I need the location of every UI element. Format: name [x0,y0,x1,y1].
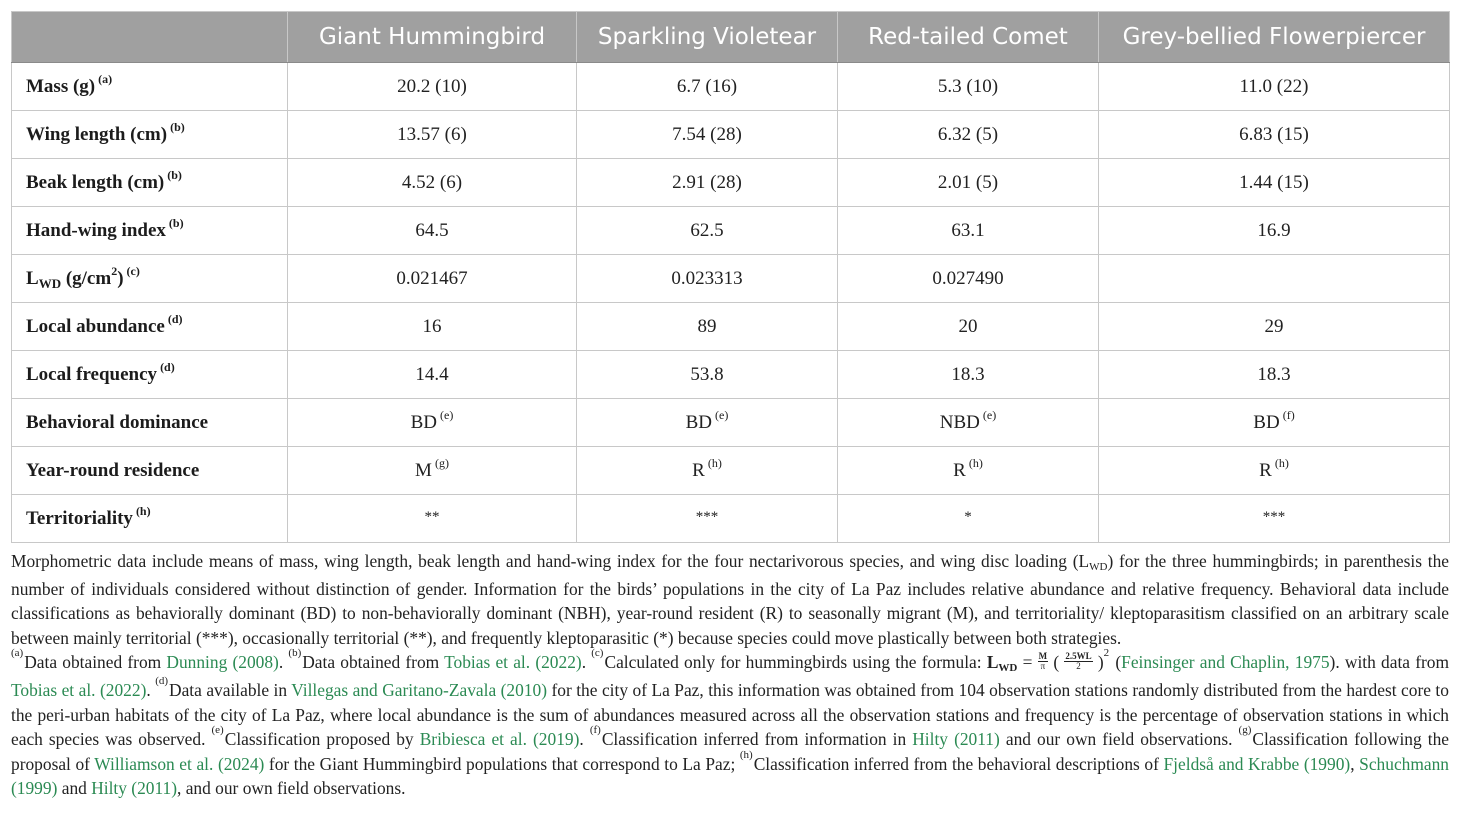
table-cell: 64.5 [288,207,577,255]
table-cell: *** [1099,495,1450,543]
table-cell: *** [577,495,838,543]
table-cell: 0.027490 [838,255,1099,303]
ref-link[interactable]: Fjeldså and Krabbe (1990) [1163,753,1351,774]
row-label: Behavioral dominance [12,399,288,447]
table-cell: 18.3 [1099,351,1450,399]
row-label: Hand-wing index $^{(b)}$ [12,207,288,255]
table-cell: 29 [1099,303,1450,351]
header-empty [12,12,288,63]
table-cell: ** [288,495,577,543]
ref-link[interactable]: Hilty (2011) [91,778,178,799]
table-row [12,495,1450,543]
table-cell: 20 [838,303,1099,351]
header-grey-bellied-flowerpiercer: Grey-bellied Flowerpiercer [1099,12,1450,63]
table-cell: 16.9 [1099,207,1450,255]
ref-link[interactable]: Dunning (2008) [166,652,279,673]
table-cell: 14.4 [288,351,577,399]
table-cell: R $^{(h)}$ [1099,447,1450,495]
table-row [12,351,1450,399]
row-label: Beak length (cm) $^{(b)}$ [12,159,288,207]
row-label: $L_{WD}$ $(g/cm^2)$ $^{(c)}$ [12,255,288,303]
footnote-main: Morphometric data include means of mass, wing length, beak length and hand-wing index for the four nectarivorous species, and wing disc loading (LWD) for the three hummingbirds; in parenthesis the number of individuals considered without distinction of gender. Information for the birds’ populations in the city of La Paz includes relative abundance and relative frequency. Behavioral data include classifications as behaviorally dominant (BD) to non-behaviorally dominant (NBH), year-round resident (R) to seasonally migrant (M), and territoriality/ kleptoparasitism classified on an arbitrary scale between mainly territorial (***), occasionally territorial (**), and frequently kleptoparasitic (*) because species could move plastically between both strategies. [11,551,1449,648]
table-cell: 0.021467 [288,255,577,303]
table-cell: 5.3 (10) [838,63,1099,111]
table-cell: * [838,495,1099,543]
table-cell: M $^{(g)}$ [288,447,577,495]
table-cell: 1.44 (15) [1099,159,1450,207]
table-row [12,303,1450,351]
row-label: Mass (g) $^{(a)}$ [12,63,288,111]
table-row [12,63,1450,111]
table-cell: 13.57 (6) [288,111,577,159]
table-row [12,207,1450,255]
table-cell: 63.1 [838,207,1099,255]
ref-link[interactable]: Tobias et al. (2022) [444,652,582,673]
table-cell: NBD $^{(e)}$ [838,399,1099,447]
header-sparkling-violetear: Sparkling Violetear [577,12,838,63]
ref-link[interactable]: Feinsinger and Chaplin, 1975 [1121,652,1330,673]
table-cell: 0.023313 [577,255,838,303]
table-cell: 53.8 [577,351,838,399]
table-row [12,399,1450,447]
table-cell: 6.83 (15) [1099,111,1450,159]
header-giant-hummingbird: Giant Hummingbird [288,12,577,63]
row-label: Territoriality $^{(h)}$ [12,495,288,543]
ref-link[interactable]: Hilty (2011) [912,729,1000,750]
header-red-tailed-comet: Red-tailed Comet [838,12,1099,63]
formula: LWD = $\frac{M}{\pi}$ ( $\frac{2.5WL}{2}$ )$^2$ [986,647,1110,675]
table-cell: 2.91 (28) [577,159,838,207]
table-cell: 6.32 (5) [838,111,1099,159]
table-header-row [12,12,1450,63]
table-cell: BD $^{(f)}$ [1099,399,1450,447]
ref-link[interactable]: Villegas and Garitano-Zavala (2010) [291,679,547,700]
table-cell: BD $^{(e)}$ [288,399,577,447]
table-cell: 2.01 (5) [838,159,1099,207]
footnote-refs: $^{(a)}$Data obtained from Dunning (2008). $^{(b)}$Data obtained from Tobias et al. (2022). $^{(c)}$Calculated only for hummingbirds using the formula: LWD = $\frac{M}{\pi}$ ( $\frac{2.5WL}{2}$ )$^2$ (Feinsinger and Chaplin, 1975). with data from Tobias et al. (2022). $^{(d)}$Data available in Villegas and Garitano-Zavala (2010) for the city of La Paz, this information was obtained from 104 observation stations randomly distributed from the hardest core to the peri-urban habitats of the city of La Paz, where local abundance is the sum of abundances measured across all the observation stations and frequency is the percentage of observation stations in which each species was observed. $^{(e)}$Classification proposed by Bribiesca et al. (2019). $^{(f)}$Classification inferred from information in Hilty (2011) and our own field observations. $^{(g)}$Classification following the proposal of Williamson et al. (2024) for the Giant Hummingbird populations that correspond to La Paz; $^{(h)}$Classification inferred from the behavioral descriptions of Fjeldså and Krabbe (1990), Schuchmann (1999) and Hilty (2011), and our own field observations. [11,647,1450,799]
table-cell: 18.3 [838,351,1099,399]
ref-link[interactable]: Bribiesca et al. (2019) [419,729,580,750]
table-row [12,111,1450,159]
table-cell: 89 [577,303,838,351]
table-footnotes [11,549,1449,801]
table-cell: R $^{(h)}$ [577,447,838,495]
table-cell: BD $^{(e)}$ [577,399,838,447]
data-table-wrap [11,11,1449,543]
row-label: Local frequency $^{(d)}$ [12,351,288,399]
table-row [12,159,1450,207]
table-cell: 7.54 (28) [577,111,838,159]
row-label: Wing length (cm) $^{(b)}$ [12,111,288,159]
table-cell: R $^{(h)}$ [838,447,1099,495]
table-row [12,255,1450,303]
table-cell: 11.0 (22) [1099,63,1450,111]
table-cell: 62.5 [577,207,838,255]
table-cell: 20.2 (10) [288,63,577,111]
table-row [12,447,1450,495]
table-cell [1099,255,1450,303]
ref-link[interactable]: Schuchmann (1999) [11,753,1449,799]
ref-link[interactable]: Tobias et al. (2022) [11,679,147,700]
table-cell: 6.7 (16) [577,63,838,111]
table-cell: 4.52 (6) [288,159,577,207]
species-table [11,11,1450,543]
row-label: Local abundance $^{(d)}$ [12,303,288,351]
row-label: Year-round residence [12,447,288,495]
table-cell: 16 [288,303,577,351]
ref-link[interactable]: Williamson et al. (2024) [94,753,265,774]
